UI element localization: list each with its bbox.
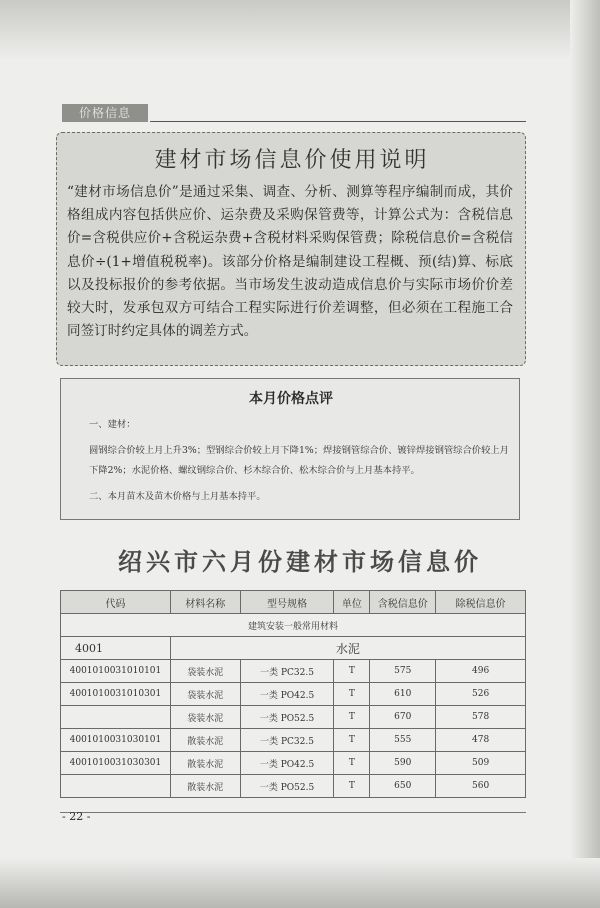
- table-row: [61, 752, 526, 775]
- row-code: [61, 775, 171, 798]
- row-name: 散装水泥: [170, 752, 240, 775]
- row-name: 散装水泥: [170, 729, 240, 752]
- row-spec: 一类 PO42.5: [240, 683, 334, 706]
- table-header-row: [61, 591, 526, 614]
- header-name: 材料名称: [170, 591, 240, 614]
- row-name: 袋装水泥: [170, 706, 240, 729]
- table-row: [61, 729, 526, 752]
- table-row: [61, 683, 526, 706]
- row-net-price: 496: [436, 660, 526, 683]
- row-unit: T: [334, 729, 370, 752]
- intro-box: [56, 132, 526, 366]
- row-spec: 一类 PO52.5: [240, 775, 334, 798]
- row-tax-price: 575: [370, 660, 436, 683]
- price-review-box: [60, 378, 520, 520]
- header-spec: 型号规格: [240, 591, 334, 614]
- header-net-price: 除税信息价: [436, 591, 526, 614]
- section-tab-label: 价格信息: [62, 104, 148, 122]
- row-name: 袋装水泥: [170, 683, 240, 706]
- row-net-price: 509: [436, 752, 526, 775]
- row-unit: T: [334, 752, 370, 775]
- row-tax-price: 590: [370, 752, 436, 775]
- main-title: 绍兴市六月份建材市场信息价: [118, 548, 482, 576]
- row-spec: 一类 PC32.5: [240, 729, 334, 752]
- row-tax-price: 670: [370, 706, 436, 729]
- row-code: 4001010031030301: [61, 752, 171, 775]
- header-tax-price: 含税信息价: [370, 591, 436, 614]
- row-spec: 一类 PO42.5: [240, 752, 334, 775]
- header-rule: [150, 121, 526, 122]
- header-unit: 单位: [334, 591, 370, 614]
- page-number: - 22 -: [62, 810, 91, 823]
- row-code: 4001010031010301: [61, 683, 171, 706]
- group-name: 水泥: [170, 637, 525, 660]
- row-net-price: 578: [436, 706, 526, 729]
- review-section2: 二、本月苗木及苗木价格与上月基本持平。: [89, 491, 266, 502]
- review-section1-body: 圆钢综合价较上月上升3%；型钢综合价较上月下降1%；焊接钢管综合价、镀锌焊接钢管综合价较上月下降2%；水泥价格、螺纹钢综合价、杉木综合价、松木综合价与上月基本持平。: [89, 445, 509, 476]
- table-row: [61, 660, 526, 683]
- row-net-price: 526: [436, 683, 526, 706]
- table-group-row: [61, 637, 526, 660]
- row-code: 4001010031010101: [61, 660, 171, 683]
- row-unit: T: [334, 775, 370, 798]
- row-unit: T: [334, 660, 370, 683]
- row-name: 袋装水泥: [170, 660, 240, 683]
- row-tax-price: 555: [370, 729, 436, 752]
- footer-rule: [60, 812, 526, 813]
- table-section-row: [61, 614, 526, 637]
- row-code: [61, 706, 171, 729]
- intro-body: “建材市场信息价”是通过采集、调查、分析、测算等程序编制而成，其价格组成内容包括供应价、运杂费及采购保管费等，计算公式为：含税信息价=含税供应价+含税运杂费+含税材料采购保管费；除税信息价=含税信息价÷(1+增值税税率)。该部分价格是编制建设工程概、预(结)算、标底以及投标报价的参考依据。当市场发生波动造成信息价与实际市场价价差较大时，发承包双方可结合工程实际进行价差调整，但必须在工程施工合同签订时约定具体的调差方式。: [67, 184, 513, 340]
- row-tax-price: 610: [370, 683, 436, 706]
- row-name: 散装水泥: [170, 775, 240, 798]
- table-row: [61, 706, 526, 729]
- row-tax-price: 650: [370, 775, 436, 798]
- header-code: 代码: [61, 591, 171, 614]
- price-table: [60, 590, 526, 798]
- row-unit: T: [334, 706, 370, 729]
- review-title: 本月价格点评: [249, 391, 333, 407]
- row-unit: T: [334, 683, 370, 706]
- page-shadow-top: [0, 0, 600, 60]
- group-code: 4001: [61, 637, 171, 660]
- page-shadow-right: [570, 0, 600, 908]
- row-net-price: 560: [436, 775, 526, 798]
- section-label: 建筑安装一般常用材料: [61, 614, 526, 637]
- row-spec: 一类 PO52.5: [240, 706, 334, 729]
- table-row: [61, 775, 526, 798]
- row-code: 4001010031030101: [61, 729, 171, 752]
- row-spec: 一类 PC32.5: [240, 660, 334, 683]
- review-section1-heading: 一、建材：: [89, 419, 136, 430]
- intro-title: 建材市场信息价使用说明: [154, 148, 430, 173]
- page-shadow-bottom: [0, 858, 600, 908]
- row-net-price: 478: [436, 729, 526, 752]
